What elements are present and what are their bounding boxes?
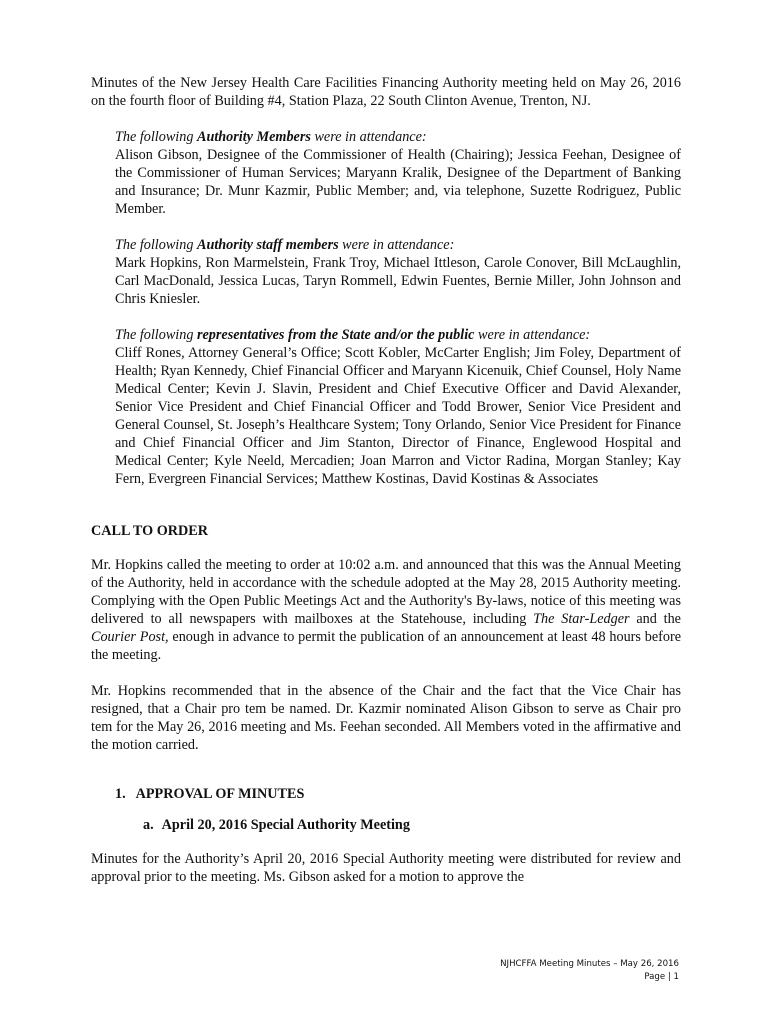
subsection-letter: a.	[143, 817, 154, 833]
attendance-lead	[115, 128, 681, 146]
newspaper-name: Courier Post,	[91, 629, 169, 645]
lead-emphasis: Authority Members	[196, 129, 311, 145]
section-title: APPROVAL OF MINUTES	[135, 786, 305, 802]
lead-text: The following	[115, 129, 197, 145]
paragraph-text: and the	[629, 611, 681, 627]
attendance-names: Mark Hopkins, Ron Marmelstein, Frank Troy, Michael Ittleson, Carole Conover, Bill McLaughlin, Carl MacDonald, Jessica Lucas, Taryn Rommell, Edwin Fuentes, Bernie Miller, John Johnson and Chris Kniesler.	[115, 255, 681, 307]
section-heading	[115, 785, 681, 803]
footer-title: NJHCFFA Meeting Minutes – May 26, 2016	[500, 959, 679, 969]
lead-text: were in attendance:	[338, 237, 455, 253]
intro-paragraph: Minutes of the New Jersey Health Care Facilities Financing Authority meeting held on May 26, 2016 on the fourth floor of Building #4, Station Plaza, 22 South Clinton Avenue, Trenton, NJ.	[91, 75, 681, 109]
subsection-heading	[143, 816, 681, 834]
lead-text: were in attendance:	[310, 129, 427, 145]
attendance-lead	[115, 326, 681, 344]
section-number: 1.	[115, 786, 126, 802]
section-paragraph: Minutes for the Authority’s April 20, 2016 Special Authority meeting were distributed for review and approval prior to the meeting. Ms. Gibson asked for a motion to approve the	[91, 851, 681, 885]
lead-emphasis: Authority staff members	[196, 237, 339, 253]
attendance-public	[115, 326, 681, 488]
paragraph-text: enough in advance to permit the publication of an announcement at least 48 hours before the meeting.	[91, 629, 682, 663]
call-to-order-paragraph-1	[91, 556, 681, 664]
lead-text: The following	[115, 327, 197, 343]
lead-text: The following	[115, 237, 197, 253]
newspaper-name: The Star-Ledger	[533, 611, 630, 627]
lead-text: were in attendance:	[474, 327, 591, 343]
call-to-order-heading: CALL TO ORDER	[91, 523, 208, 539]
attendance-staff	[115, 236, 681, 308]
subsection-title: April 20, 2016 Special Authority Meeting	[161, 817, 410, 833]
attendance-members	[115, 128, 681, 218]
call-to-order-paragraph-2: Mr. Hopkins recommended that in the absence of the Chair and the fact that the Vice Chair has resigned, that a Chair pro tem be named. Dr. Kazmir nominated Alison Gibson to serve as Chair pro tem for the May 26, 2016 meeting and Ms. Feehan seconded. All Members voted in the affirmative and the motion carried.	[91, 683, 681, 753]
attendance-lead	[115, 236, 681, 254]
page-footer	[500, 958, 679, 984]
page-number: Page | 1	[644, 972, 679, 982]
attendance-names: Cliff Rones, Attorney General’s Office; Scott Kobler, McCarter English; Jim Foley, Department of Health; Ryan Kennedy, Chief Financial Officer and Maryann Kicenuik, Chief Counsel, Holy Name Medical Center; Kevin J. Slavin, President and Chief Executive Officer and David Alexander, Senior Vice President and Chief Financial Officer and Todd Brower, Senior Vice President and General Counsel, St. Joseph’s Healthcare System; Tony Orlando, Senior Vice President for Finance and Chief Financial Officer and Jim Stanton, Director of Finance, Englewood Hospital and Medical Center; Kyle Neeld, Mercadien; Joan Marron and Victor Radina, Morgan Stanley; Kay Fern, Evergreen Financial Services; Matthew Kostinas, David Kostinas & Associates	[115, 345, 681, 487]
lead-emphasis: representatives from the State and/or the public	[196, 327, 475, 343]
paragraph-text: Mr. Hopkins called the meeting to order at 10:02 a.m. and announced that this was the Annual Meeting of the Authority, held in accordance with the schedule adopted at the May 28, 2015 Authority meeting. Complying with the Open Public Meetings Act and the Authority's By-laws, notice of this meeting was delivered to all newspapers with mailboxes at the Statehouse, including	[91, 557, 681, 627]
attendance-names: Alison Gibson, Designee of the Commissioner of Health (Chairing); Jessica Feehan, Designee of the Commissioner of Human Services; Maryann Kralik, Designee of the Department of Banking and Insurance; Dr. Munr Kazmir, Public Member; and, via telephone, Suzette Rodriguez, Public Member.	[115, 147, 681, 217]
document-page	[91, 74, 681, 886]
